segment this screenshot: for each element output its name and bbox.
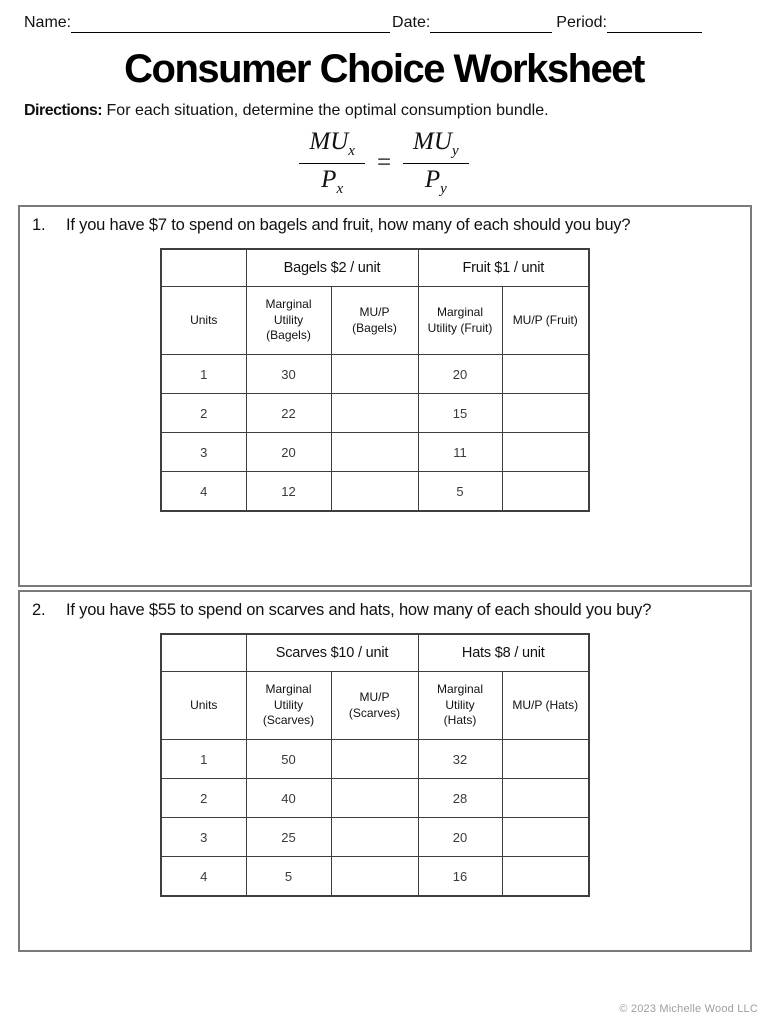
problem-1-number: 1. bbox=[32, 216, 46, 234]
mup-a-answer-cell[interactable] bbox=[331, 857, 418, 897]
mu-b-cell: 11 bbox=[418, 433, 502, 472]
good-b-header: Fruit $1 / unit bbox=[418, 249, 589, 287]
mup-a-answer-cell[interactable] bbox=[331, 818, 418, 857]
mup-a-answer-cell[interactable] bbox=[331, 472, 418, 512]
units-cell: 1 bbox=[161, 355, 246, 394]
date-label: Date: bbox=[392, 14, 431, 31]
units-cell: 4 bbox=[161, 857, 246, 897]
numerator-y bbox=[403, 128, 469, 164]
directions-text: For each situation, determine the optimal consumption bundle. bbox=[106, 102, 549, 119]
numerator-x bbox=[299, 128, 365, 164]
mu-a-cell: 22 bbox=[246, 394, 331, 433]
mup-a-answer-cell[interactable] bbox=[331, 394, 418, 433]
mup-b-answer-cell[interactable] bbox=[502, 818, 589, 857]
mu-a-cell: 40 bbox=[246, 779, 331, 818]
fraction-x bbox=[299, 128, 365, 198]
name-blank-line[interactable] bbox=[71, 14, 390, 33]
date-blank-line[interactable] bbox=[430, 14, 552, 33]
good-a-header: Bagels $2 / unit bbox=[246, 249, 418, 287]
units-cell: 2 bbox=[161, 779, 246, 818]
mu-a-cell: 20 bbox=[246, 433, 331, 472]
units-header: Units bbox=[161, 287, 246, 355]
mu-b-cell: 5 bbox=[418, 472, 502, 512]
problem-1-question-row bbox=[20, 207, 750, 235]
mup-a-header: MU/P (Bagels) bbox=[331, 287, 418, 355]
p-symbol: P bbox=[424, 166, 441, 193]
units-cell: 4 bbox=[161, 472, 246, 512]
period-label: Period: bbox=[556, 14, 607, 31]
table-column-header-row bbox=[161, 287, 589, 355]
mup-a-answer-cell[interactable] bbox=[331, 433, 418, 472]
table-row bbox=[161, 355, 589, 394]
problem-2-number: 2. bbox=[32, 601, 46, 619]
problem-1-question: If you have $7 to spend on bagels and fruit, how many of each should you buy? bbox=[66, 216, 631, 234]
date-field bbox=[392, 14, 552, 33]
units-cell: 3 bbox=[161, 433, 246, 472]
problem-2-question-row bbox=[20, 592, 750, 620]
subscript-y: y bbox=[451, 143, 459, 159]
mup-b-answer-cell[interactable] bbox=[502, 779, 589, 818]
units-header: Units bbox=[161, 672, 246, 740]
table-row bbox=[161, 818, 589, 857]
table-row bbox=[161, 394, 589, 433]
subscript-x: x bbox=[348, 143, 355, 159]
problem-2-box bbox=[18, 590, 752, 952]
mu-b-cell: 15 bbox=[418, 394, 502, 433]
optimal-bundle-formula bbox=[0, 128, 768, 198]
table-row bbox=[161, 740, 589, 779]
table-column-header-row bbox=[161, 672, 589, 740]
mup-a-header: MU/P (Scarves) bbox=[331, 672, 418, 740]
mup-a-answer-cell[interactable] bbox=[331, 740, 418, 779]
units-cell: 1 bbox=[161, 740, 246, 779]
mup-b-answer-cell[interactable] bbox=[502, 355, 589, 394]
units-cell: 2 bbox=[161, 394, 246, 433]
directions-label: Directions: bbox=[24, 102, 103, 119]
header-fields bbox=[24, 14, 702, 33]
directions bbox=[24, 102, 768, 120]
mu-a-cell: 30 bbox=[246, 355, 331, 394]
mup-b-answer-cell[interactable] bbox=[502, 433, 589, 472]
mu-a-header: Marginal Utility (Bagels) bbox=[246, 287, 331, 355]
denominator-x bbox=[321, 164, 343, 198]
problem-2-question: If you have $55 to spend on scarves and hats, how many of each should you buy? bbox=[66, 601, 652, 619]
table-row bbox=[161, 779, 589, 818]
good-b-header: Hats $8 / unit bbox=[418, 634, 589, 672]
equals-sign: = bbox=[376, 149, 392, 176]
mup-a-answer-cell[interactable] bbox=[331, 355, 418, 394]
mu-b-cell: 28 bbox=[418, 779, 502, 818]
mup-b-answer-cell[interactable] bbox=[502, 394, 589, 433]
problem-1-box bbox=[18, 205, 752, 587]
table-group-header-row bbox=[161, 634, 589, 672]
mu-b-header: Marginal Utility (Fruit) bbox=[418, 287, 502, 355]
mu-a-cell: 25 bbox=[246, 818, 331, 857]
mu-a-cell: 12 bbox=[246, 472, 331, 512]
mup-b-header: MU/P (Hats) bbox=[502, 672, 589, 740]
mup-a-answer-cell[interactable] bbox=[331, 779, 418, 818]
good-a-header: Scarves $10 / unit bbox=[246, 634, 418, 672]
empty-corner-cell bbox=[161, 249, 246, 287]
mu-symbol: MU bbox=[309, 128, 349, 155]
table-row bbox=[161, 433, 589, 472]
denominator-y bbox=[425, 164, 447, 198]
name-field bbox=[24, 14, 390, 33]
mu-b-cell: 20 bbox=[418, 818, 502, 857]
table-row bbox=[161, 857, 589, 897]
problem-1-table bbox=[160, 248, 590, 512]
mu-b-header: Marginal Utility (Hats) bbox=[418, 672, 502, 740]
subscript-x: x bbox=[336, 181, 344, 197]
table-group-header-row bbox=[161, 249, 589, 287]
mup-b-answer-cell[interactable] bbox=[502, 472, 589, 512]
mu-a-cell: 50 bbox=[246, 740, 331, 779]
name-label: Name: bbox=[24, 14, 72, 31]
mup-b-header: MU/P (Fruit) bbox=[502, 287, 589, 355]
mu-a-cell: 5 bbox=[246, 857, 331, 897]
page-title: Consumer Choice Worksheet bbox=[124, 47, 644, 91]
empty-corner-cell bbox=[161, 634, 246, 672]
period-field bbox=[556, 14, 702, 33]
mu-b-cell: 16 bbox=[418, 857, 502, 897]
units-cell: 3 bbox=[161, 818, 246, 857]
subscript-y: y bbox=[440, 181, 447, 197]
period-blank-line[interactable] bbox=[607, 14, 702, 33]
fraction-y bbox=[403, 128, 469, 198]
mu-a-header: Marginal Utility (Scarves) bbox=[246, 672, 331, 740]
mu-b-cell: 20 bbox=[418, 355, 502, 394]
mup-b-answer-cell[interactable] bbox=[502, 857, 589, 897]
p-symbol: P bbox=[321, 166, 337, 193]
mu-symbol: MU bbox=[413, 128, 452, 155]
table-row bbox=[161, 472, 589, 512]
mu-b-cell: 32 bbox=[418, 740, 502, 779]
problem-2-table bbox=[160, 633, 590, 897]
copyright-notice: © 2023 Michelle Wood LLC bbox=[619, 1003, 758, 1015]
mup-b-answer-cell[interactable] bbox=[502, 740, 589, 779]
